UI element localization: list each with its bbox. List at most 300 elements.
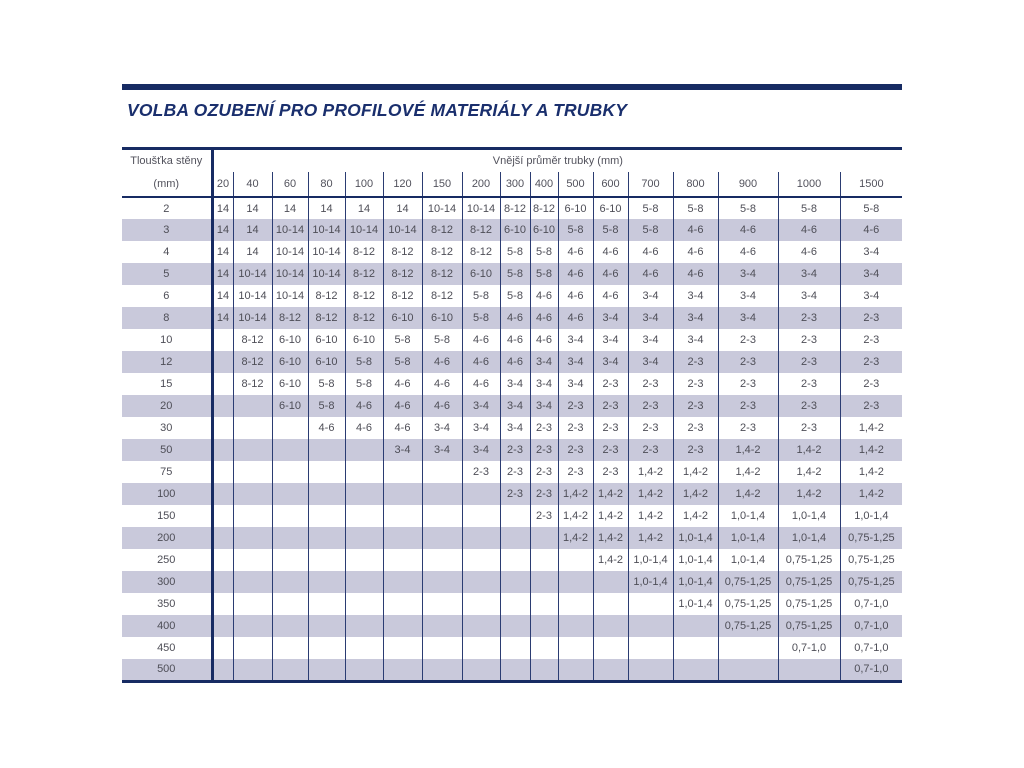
cell-50-20 (212, 439, 233, 461)
cell-4-20: 14 (212, 241, 233, 263)
cell-400-500 (558, 615, 593, 637)
cell-10-40: 8-12 (233, 329, 272, 351)
cell-350-1500: 0,7-1,0 (840, 593, 902, 615)
col-header-700: 700 (628, 172, 673, 197)
cell-250-700: 1,0-1,4 (628, 549, 673, 571)
cell-250-120 (383, 549, 422, 571)
row-label-2: 2 (122, 197, 212, 219)
cell-20-500: 2-3 (558, 395, 593, 417)
cell-10-1000: 2-3 (778, 329, 840, 351)
cell-50-120: 3-4 (383, 439, 422, 461)
cell-350-300 (500, 593, 530, 615)
cell-12-1500: 2-3 (840, 351, 902, 373)
col-header-80: 80 (308, 172, 345, 197)
cell-200-1500: 0,75-1,25 (840, 527, 902, 549)
cell-5-1000: 3-4 (778, 263, 840, 285)
cell-20-100: 4-6 (345, 395, 383, 417)
cell-500-300 (500, 659, 530, 681)
cell-3-200: 8-12 (462, 219, 500, 241)
cell-6-900: 3-4 (718, 285, 778, 307)
cell-100-120 (383, 483, 422, 505)
cell-450-400 (530, 637, 558, 659)
table-row-500 (122, 659, 902, 681)
cell-6-300: 5-8 (500, 285, 530, 307)
cell-15-600: 2-3 (593, 373, 628, 395)
cell-8-100: 8-12 (345, 307, 383, 329)
cell-150-800: 1,4-2 (673, 505, 718, 527)
cell-10-400: 4-6 (530, 329, 558, 351)
cell-4-800: 4-6 (673, 241, 718, 263)
cell-400-60 (272, 615, 308, 637)
cell-200-700: 1,4-2 (628, 527, 673, 549)
cell-400-300 (500, 615, 530, 637)
cell-2-1000: 5-8 (778, 197, 840, 219)
cell-3-150: 8-12 (422, 219, 462, 241)
cell-300-40 (233, 571, 272, 593)
row-label-150: 150 (122, 505, 212, 527)
cell-20-40 (233, 395, 272, 417)
cell-150-600: 1,4-2 (593, 505, 628, 527)
table-row-250 (122, 549, 902, 571)
cell-8-60: 8-12 (272, 307, 308, 329)
row-label-450: 450 (122, 637, 212, 659)
cell-350-80 (308, 593, 345, 615)
cell-5-900: 3-4 (718, 263, 778, 285)
cell-150-1000: 1,0-1,4 (778, 505, 840, 527)
row-label-200: 200 (122, 527, 212, 549)
cell-400-800 (673, 615, 718, 637)
cell-450-800 (673, 637, 718, 659)
cell-50-600: 2-3 (593, 439, 628, 461)
cell-20-120: 4-6 (383, 395, 422, 417)
cell-400-700 (628, 615, 673, 637)
cell-350-800: 1,0-1,4 (673, 593, 718, 615)
cell-30-40 (233, 417, 272, 439)
cell-30-800: 2-3 (673, 417, 718, 439)
cell-200-150 (422, 527, 462, 549)
cell-500-900 (718, 659, 778, 681)
cell-12-700: 3-4 (628, 351, 673, 373)
cell-50-40 (233, 439, 272, 461)
col-header-40: 40 (233, 172, 272, 197)
cell-500-400 (530, 659, 558, 681)
cell-20-20 (212, 395, 233, 417)
cell-30-60 (272, 417, 308, 439)
cell-400-120 (383, 615, 422, 637)
table-body (122, 197, 902, 681)
cell-5-120: 8-12 (383, 263, 422, 285)
cell-450-1500: 0,7-1,0 (840, 637, 902, 659)
cell-500-150 (422, 659, 462, 681)
cell-20-300: 3-4 (500, 395, 530, 417)
cell-400-100 (345, 615, 383, 637)
cell-5-200: 6-10 (462, 263, 500, 285)
table-row-6 (122, 285, 902, 307)
table-row-3 (122, 219, 902, 241)
cell-6-400: 4-6 (530, 285, 558, 307)
cell-50-500: 2-3 (558, 439, 593, 461)
cell-3-120: 10-14 (383, 219, 422, 241)
cell-200-120 (383, 527, 422, 549)
cell-75-40 (233, 461, 272, 483)
cell-250-800: 1,0-1,4 (673, 549, 718, 571)
row-label-350: 350 (122, 593, 212, 615)
cell-250-1000: 0,75-1,25 (778, 549, 840, 571)
cell-400-40 (233, 615, 272, 637)
cell-12-80: 6-10 (308, 351, 345, 373)
cell-2-700: 5-8 (628, 197, 673, 219)
cell-4-100: 8-12 (345, 241, 383, 263)
cell-350-1000: 0,75-1,25 (778, 593, 840, 615)
cell-250-80 (308, 549, 345, 571)
cell-350-500 (558, 593, 593, 615)
row-label-400: 400 (122, 615, 212, 637)
cell-200-800: 1,0-1,4 (673, 527, 718, 549)
cell-20-900: 2-3 (718, 395, 778, 417)
cell-200-500: 1,4-2 (558, 527, 593, 549)
cell-30-120: 4-6 (383, 417, 422, 439)
table-row-400 (122, 615, 902, 637)
cell-100-700: 1,4-2 (628, 483, 673, 505)
cell-100-1000: 1,4-2 (778, 483, 840, 505)
cell-300-800: 1,0-1,4 (673, 571, 718, 593)
cell-75-1500: 1,4-2 (840, 461, 902, 483)
col-header-1000: 1000 (778, 172, 840, 197)
cell-200-400 (530, 527, 558, 549)
cell-3-60: 10-14 (272, 219, 308, 241)
cell-250-150 (422, 549, 462, 571)
cell-200-100 (345, 527, 383, 549)
cell-500-600 (593, 659, 628, 681)
cell-30-80: 4-6 (308, 417, 345, 439)
cell-450-60 (272, 637, 308, 659)
row-label-500: 500 (122, 659, 212, 681)
cell-2-40: 14 (233, 197, 272, 219)
cell-6-80: 8-12 (308, 285, 345, 307)
cell-20-200: 3-4 (462, 395, 500, 417)
cell-6-40: 10-14 (233, 285, 272, 307)
cell-350-700 (628, 593, 673, 615)
cell-15-500: 3-4 (558, 373, 593, 395)
cell-15-80: 5-8 (308, 373, 345, 395)
cell-10-600: 3-4 (593, 329, 628, 351)
cell-50-1500: 1,4-2 (840, 439, 902, 461)
row-label-30: 30 (122, 417, 212, 439)
cell-8-400: 4-6 (530, 307, 558, 329)
cell-5-700: 4-6 (628, 263, 673, 285)
table-row-150 (122, 505, 902, 527)
cell-100-200 (462, 483, 500, 505)
cell-10-900: 2-3 (718, 329, 778, 351)
cell-150-300 (500, 505, 530, 527)
cell-300-150 (422, 571, 462, 593)
cell-75-300: 2-3 (500, 461, 530, 483)
table-row-2 (122, 197, 902, 219)
col-header-500: 500 (558, 172, 593, 197)
row-label-50: 50 (122, 439, 212, 461)
cell-2-200: 10-14 (462, 197, 500, 219)
cell-8-500: 4-6 (558, 307, 593, 329)
cell-75-120 (383, 461, 422, 483)
cell-12-1000: 2-3 (778, 351, 840, 373)
cell-350-600 (593, 593, 628, 615)
cell-8-80: 8-12 (308, 307, 345, 329)
cell-50-300: 2-3 (500, 439, 530, 461)
cell-250-200 (462, 549, 500, 571)
cell-5-400: 5-8 (530, 263, 558, 285)
cell-50-800: 2-3 (673, 439, 718, 461)
cell-15-700: 2-3 (628, 373, 673, 395)
cell-5-1500: 3-4 (840, 263, 902, 285)
cell-100-20 (212, 483, 233, 505)
cell-75-150 (422, 461, 462, 483)
table-row-10 (122, 329, 902, 351)
cell-4-500: 4-6 (558, 241, 593, 263)
cell-400-1500: 0,7-1,0 (840, 615, 902, 637)
cell-500-700 (628, 659, 673, 681)
cell-3-100: 10-14 (345, 219, 383, 241)
cell-15-100: 5-8 (345, 373, 383, 395)
cell-100-600: 1,4-2 (593, 483, 628, 505)
cell-450-600 (593, 637, 628, 659)
cell-75-400: 2-3 (530, 461, 558, 483)
cell-50-400: 2-3 (530, 439, 558, 461)
cell-150-400: 2-3 (530, 505, 558, 527)
cell-300-700: 1,0-1,4 (628, 571, 673, 593)
cell-400-1000: 0,75-1,25 (778, 615, 840, 637)
cell-15-800: 2-3 (673, 373, 718, 395)
cell-450-20 (212, 637, 233, 659)
cell-15-900: 2-3 (718, 373, 778, 395)
cell-30-20 (212, 417, 233, 439)
cell-500-800 (673, 659, 718, 681)
cell-2-60: 14 (272, 197, 308, 219)
cell-50-900: 1,4-2 (718, 439, 778, 461)
cell-100-900: 1,4-2 (718, 483, 778, 505)
cell-75-800: 1,4-2 (673, 461, 718, 483)
col-header-300: 300 (500, 172, 530, 197)
cell-150-20 (212, 505, 233, 527)
cell-350-400 (530, 593, 558, 615)
gear-selection-table (122, 147, 902, 683)
cell-8-1000: 2-3 (778, 307, 840, 329)
cell-4-300: 5-8 (500, 241, 530, 263)
cell-15-200: 4-6 (462, 373, 500, 395)
cell-350-120 (383, 593, 422, 615)
cell-20-400: 3-4 (530, 395, 558, 417)
cell-100-40 (233, 483, 272, 505)
cell-150-500: 1,4-2 (558, 505, 593, 527)
cell-3-600: 5-8 (593, 219, 628, 241)
cell-450-120 (383, 637, 422, 659)
cell-4-600: 4-6 (593, 241, 628, 263)
cell-2-500: 6-10 (558, 197, 593, 219)
cell-4-200: 8-12 (462, 241, 500, 263)
cell-450-300 (500, 637, 530, 659)
cell-500-120 (383, 659, 422, 681)
cell-30-100: 4-6 (345, 417, 383, 439)
cell-10-300: 4-6 (500, 329, 530, 351)
cell-20-60: 6-10 (272, 395, 308, 417)
row-label-15: 15 (122, 373, 212, 395)
cell-75-900: 1,4-2 (718, 461, 778, 483)
cell-200-1000: 1,0-1,4 (778, 527, 840, 549)
cell-3-300: 6-10 (500, 219, 530, 241)
table-row-12 (122, 351, 902, 373)
cell-400-400 (530, 615, 558, 637)
cell-8-40: 10-14 (233, 307, 272, 329)
cell-10-800: 3-4 (673, 329, 718, 351)
cell-100-150 (422, 483, 462, 505)
cell-250-60 (272, 549, 308, 571)
cell-2-20: 14 (212, 197, 233, 219)
col-header-600: 600 (593, 172, 628, 197)
col-header-120: 120 (383, 172, 422, 197)
cell-8-120: 6-10 (383, 307, 422, 329)
cell-5-40: 10-14 (233, 263, 272, 285)
cell-450-200 (462, 637, 500, 659)
cell-6-120: 8-12 (383, 285, 422, 307)
cell-3-40: 14 (233, 219, 272, 241)
cell-200-20 (212, 527, 233, 549)
cell-300-400 (530, 571, 558, 593)
cell-12-120: 5-8 (383, 351, 422, 373)
cell-4-1000: 4-6 (778, 241, 840, 263)
cell-75-600: 2-3 (593, 461, 628, 483)
cell-20-600: 2-3 (593, 395, 628, 417)
cell-30-200: 3-4 (462, 417, 500, 439)
cell-5-20: 14 (212, 263, 233, 285)
cell-300-900: 0,75-1,25 (718, 571, 778, 593)
cell-30-300: 3-4 (500, 417, 530, 439)
cell-15-300: 3-4 (500, 373, 530, 395)
cell-100-60 (272, 483, 308, 505)
cell-150-120 (383, 505, 422, 527)
cell-20-150: 4-6 (422, 395, 462, 417)
cell-4-120: 8-12 (383, 241, 422, 263)
cell-10-60: 6-10 (272, 329, 308, 351)
table-row-450 (122, 637, 902, 659)
header-row-columns (122, 172, 902, 197)
cell-8-200: 5-8 (462, 307, 500, 329)
column-group-title: Vnější průměr trubky (mm) (492, 155, 623, 168)
cell-75-20 (212, 461, 233, 483)
cell-200-200 (462, 527, 500, 549)
cell-3-900: 4-6 (718, 219, 778, 241)
cell-300-1000: 0,75-1,25 (778, 571, 840, 593)
cell-350-40 (233, 593, 272, 615)
cell-12-60: 6-10 (272, 351, 308, 373)
row-label-4: 4 (122, 241, 212, 263)
cell-30-600: 2-3 (593, 417, 628, 439)
cell-3-1500: 4-6 (840, 219, 902, 241)
cell-15-60: 6-10 (272, 373, 308, 395)
cell-150-150 (422, 505, 462, 527)
cell-12-100: 5-8 (345, 351, 383, 373)
col-header-900: 900 (718, 172, 778, 197)
cell-450-150 (422, 637, 462, 659)
cell-3-80: 10-14 (308, 219, 345, 241)
row-header-unit: (mm) (153, 178, 180, 190)
cell-200-60 (272, 527, 308, 549)
cell-6-500: 4-6 (558, 285, 593, 307)
table-header (122, 149, 902, 198)
cell-10-700: 3-4 (628, 329, 673, 351)
cell-50-700: 2-3 (628, 439, 673, 461)
cell-15-40: 8-12 (233, 373, 272, 395)
cell-250-100 (345, 549, 383, 571)
row-label-12: 12 (122, 351, 212, 373)
cell-75-500: 2-3 (558, 461, 593, 483)
cell-6-1500: 3-4 (840, 285, 902, 307)
cell-100-100 (345, 483, 383, 505)
cell-2-400: 8-12 (530, 197, 558, 219)
cell-30-700: 2-3 (628, 417, 673, 439)
cell-250-20 (212, 549, 233, 571)
cell-300-1500: 0,75-1,25 (840, 571, 902, 593)
cell-8-600: 3-4 (593, 307, 628, 329)
cell-50-150: 3-4 (422, 439, 462, 461)
cell-15-120: 4-6 (383, 373, 422, 395)
cell-3-700: 5-8 (628, 219, 673, 241)
cell-50-100 (345, 439, 383, 461)
cell-3-400: 6-10 (530, 219, 558, 241)
cell-500-40 (233, 659, 272, 681)
cell-50-60 (272, 439, 308, 461)
cell-75-700: 1,4-2 (628, 461, 673, 483)
cell-8-1500: 2-3 (840, 307, 902, 329)
table-row-15 (122, 373, 902, 395)
cell-15-400: 3-4 (530, 373, 558, 395)
row-label-250: 250 (122, 549, 212, 571)
table-row-4 (122, 241, 902, 263)
cell-350-900: 0,75-1,25 (718, 593, 778, 615)
row-label-6: 6 (122, 285, 212, 307)
cell-500-200 (462, 659, 500, 681)
cell-300-300 (500, 571, 530, 593)
cell-30-400: 2-3 (530, 417, 558, 439)
cell-20-800: 2-3 (673, 395, 718, 417)
cell-450-40 (233, 637, 272, 659)
cell-100-1500: 1,4-2 (840, 483, 902, 505)
cell-75-1000: 1,4-2 (778, 461, 840, 483)
page-title: VOLBA OZUBENÍ PRO PROFILOVÉ MATERIÁLY A TRUBKY (127, 100, 628, 120)
cell-50-200: 3-4 (462, 439, 500, 461)
cell-450-700 (628, 637, 673, 659)
cell-12-800: 2-3 (673, 351, 718, 373)
cell-4-400: 5-8 (530, 241, 558, 263)
table-row-5 (122, 263, 902, 285)
cell-350-60 (272, 593, 308, 615)
cell-300-200 (462, 571, 500, 593)
cell-2-120: 14 (383, 197, 422, 219)
cell-75-80 (308, 461, 345, 483)
cell-300-60 (272, 571, 308, 593)
cell-8-900: 3-4 (718, 307, 778, 329)
cell-3-500: 5-8 (558, 219, 593, 241)
row-label-3: 3 (122, 219, 212, 241)
cell-30-1500: 1,4-2 (840, 417, 902, 439)
cell-12-500: 3-4 (558, 351, 593, 373)
cell-450-80 (308, 637, 345, 659)
cell-6-100: 8-12 (345, 285, 383, 307)
cell-250-1500: 0,75-1,25 (840, 549, 902, 571)
cell-3-20: 14 (212, 219, 233, 241)
cell-20-1000: 2-3 (778, 395, 840, 417)
table-row-30 (122, 417, 902, 439)
table-row-350 (122, 593, 902, 615)
cell-500-20 (212, 659, 233, 681)
